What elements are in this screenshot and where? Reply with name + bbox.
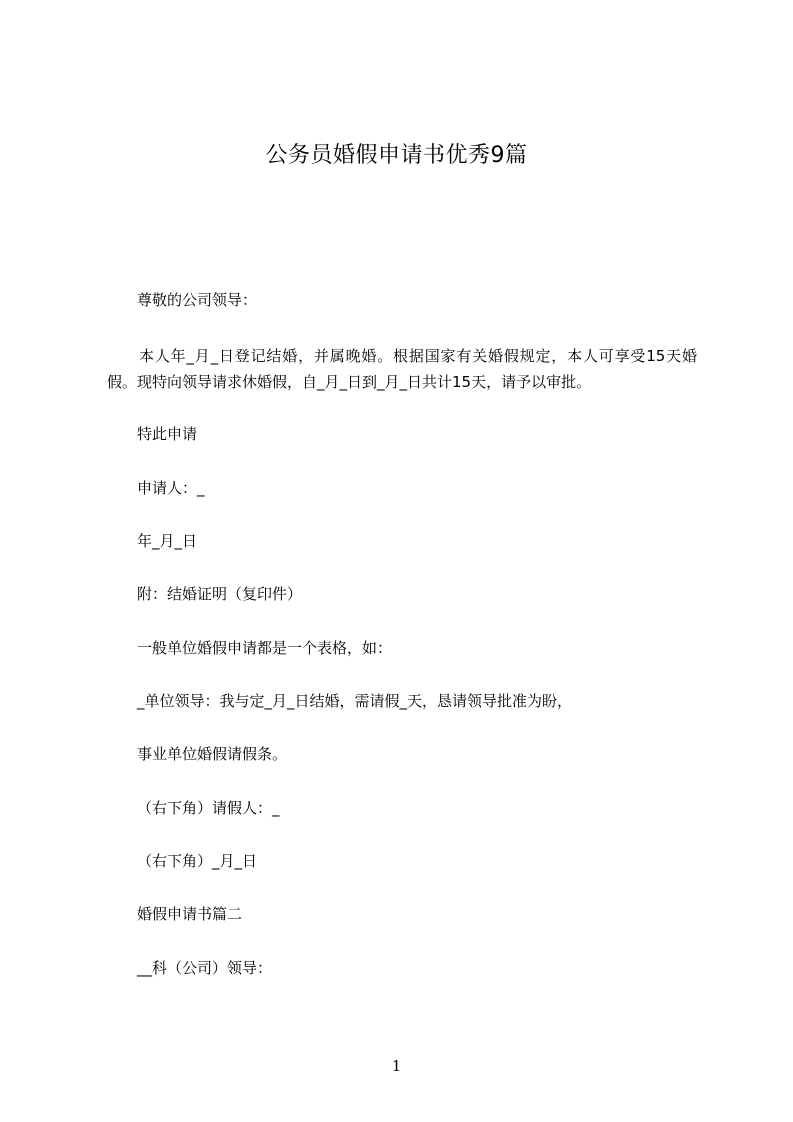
paragraph-closing: 特此申请 — [137, 425, 198, 443]
paragraph-applicant: 申请人：_ — [137, 479, 205, 497]
paragraph-leave-slip: 事业单位婚假请假条。 — [137, 745, 288, 763]
paragraph-date: 年_月_日 — [137, 532, 198, 550]
salutation: 尊敬的公司领导： — [137, 291, 258, 309]
section-heading: 婚假申请书篇二 — [137, 905, 243, 923]
paragraph-addressee: __科（公司）领导： — [137, 959, 273, 977]
paragraph-corner-date: （右下角）_月_日 — [137, 852, 258, 870]
paragraph-form-intro: 一般单位婚假申请都是一个表格，如： — [137, 639, 393, 657]
paragraph-attachment: 附：结婚证明（复印件） — [137, 585, 303, 603]
paragraph-requester: （右下角）请假人：_ — [137, 799, 280, 817]
document-title: 公务员婚假申请书优秀9篇 — [265, 143, 528, 168]
paragraph-form-request: _单位领导：我与定_月_日结婚，需请假_天，恳请领导批准为盼， — [137, 692, 573, 710]
body-paragraph: 本人年_月_日登记结婚，并属晚婚。根据国家有关婚假规定，本人可享受15天婚假。现特向领导请求休婚假，自_月_日到_月_日共计15天，请予以审批。 — [107, 347, 697, 391]
page-number: 1 — [391, 1057, 402, 1075]
